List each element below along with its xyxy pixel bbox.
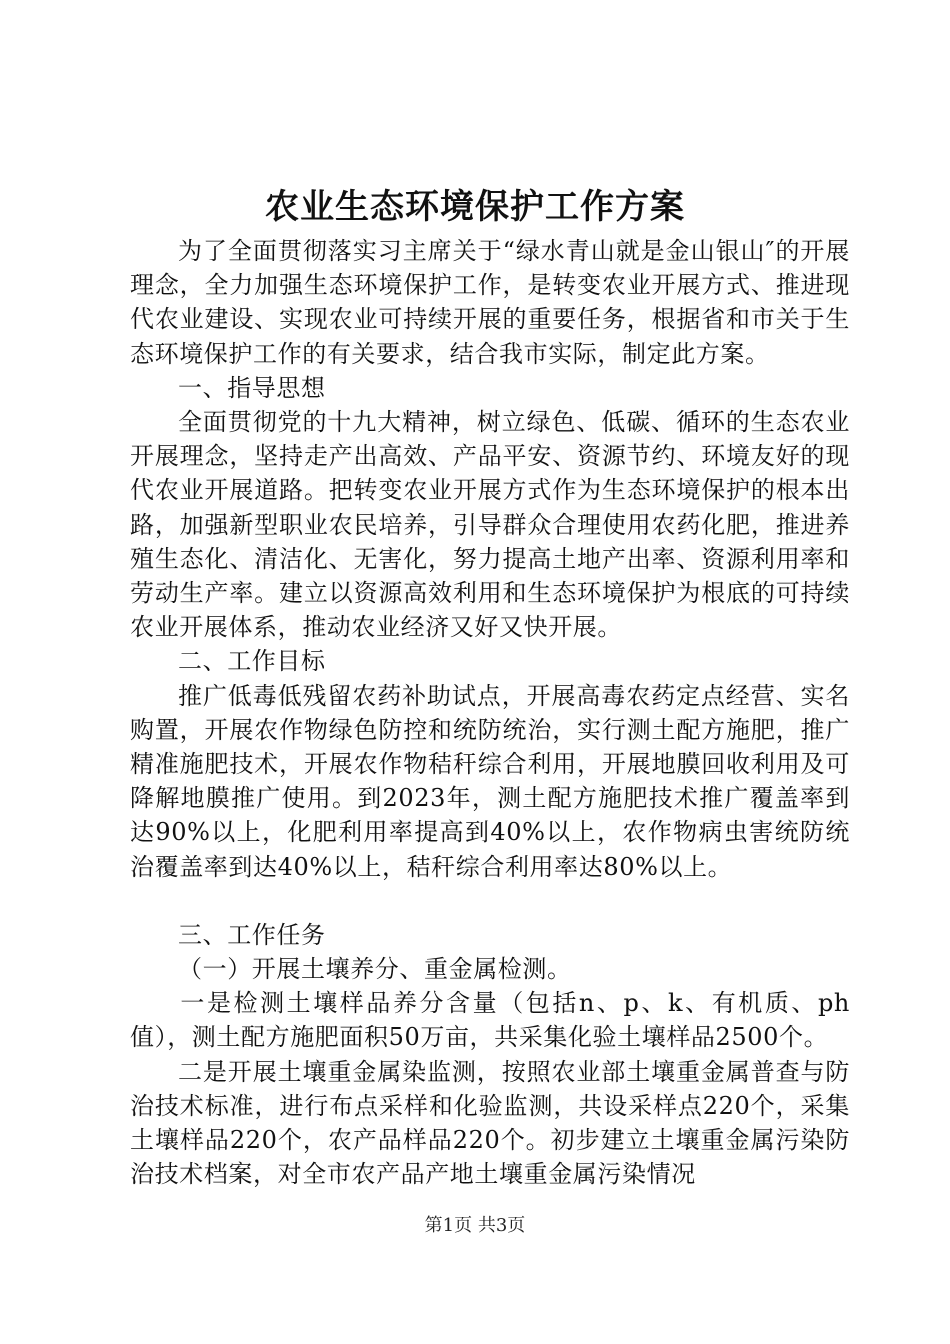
task-item-heavy-metals: 二是开展土壤重金属染监测，按照农业部土壤重金属普查与防治技术标准，进行布点采样和化验监测，共设采样点220个，采集土壤样品220个，农产品样品220个。初步建立土壤重金属污染防治技术档案，对全市农产品产地土壤重金属污染情况 bbox=[130, 1057, 850, 1189]
task-item-soil-nutrients: 一是检测土壤样品养分含量（包括n、p、k、有机质、ph值），测土配方施肥面积50万亩，共采集化验土壤样品2500个。 bbox=[130, 989, 850, 1052]
document-body bbox=[130, 234, 850, 1191]
subsection-heading-soil-testing: （一）开展土壤养分、重金属检测。 bbox=[178, 955, 572, 984]
intro-paragraph: 为了全面贯彻落实习主席关于“绿水青山就是金山银山″的开展理念，全力加强生态环境保护工作，是转变农业开展方式、推进现代农业建设、实现农业可持续开展的重要任务，根据省和市关于生态环境保护工作的有关要求，结合我市实际，制定此方案。 bbox=[130, 237, 850, 368]
page-footer: 第1页 共3页 bbox=[424, 1215, 526, 1236]
section-heading-work-tasks: 三、工作任务 bbox=[178, 920, 326, 949]
guiding-ideology-paragraph: 全面贯彻党的十九大精神，树立绿色、低碳、循环的生态农业开展理念，坚持走产出高效、产品平安、资源节约、环境友好的现代农业开展道路。把转变农业开展方式作为生态环境保护的根本出路，加强新型职业农民培养，引导群众合理使用农药化肥，推进养殖生态化、清洁化、无害化，努力提高土地产出率、资源利用率和劳动生产率。建立以资源高效利用和生态环境保护为根底的可持续农业开展体系，推动农业经济又好又快开展。 bbox=[130, 408, 850, 642]
section-heading-guiding-ideology: 一、指导思想 bbox=[178, 373, 326, 402]
document-title: 农业生态环境保护工作方案 bbox=[265, 187, 685, 227]
section-heading-work-goals: 二、工作目标 bbox=[178, 647, 326, 676]
work-goals-paragraph: 推广低毒低残留农药补助试点，开展高毒农药定点经营、实名购置，开展农作物绿色防控和统防统治，实行测土配方施肥，推广精准施肥技术，开展农作物秸秆综合利用，开展地膜回收利用及可降解地膜推广使用。到2023年，测土配方施肥技术推广覆盖率到达90%以上，化肥利用率提高到40%以上，农作物病虫害统防统治覆盖率到达40%以上，秸秆综合利用率达80%以上。 bbox=[130, 681, 850, 881]
